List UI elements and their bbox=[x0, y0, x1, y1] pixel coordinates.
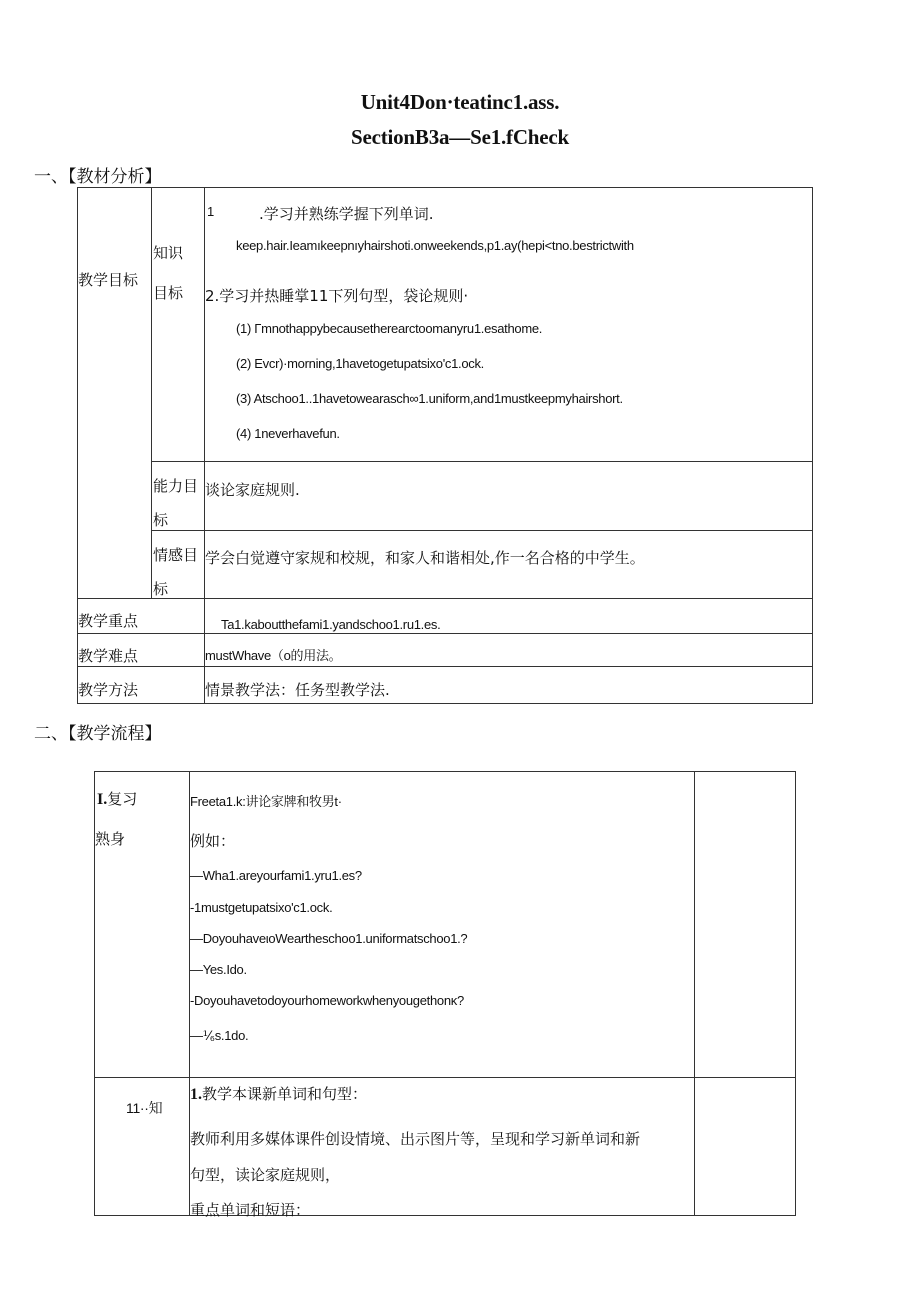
key-point-label-cell bbox=[78, 599, 205, 634]
step-1-line-2: 例如： bbox=[190, 832, 236, 850]
step-1-line-3: —Wha1.areyourfami1.yru1.es? bbox=[190, 868, 362, 883]
sentence-2: (2) Evcr)·morning,1havetogetupatsixo'c1.ock. bbox=[236, 356, 484, 371]
step-2-line-1: 教师利用多媒体课件创设情境、出示图片等，呈现和学习新单词和新 bbox=[190, 1130, 641, 1148]
difficulty-label: 教学难点 bbox=[78, 647, 139, 665]
step-2-content-cell bbox=[190, 1078, 695, 1219]
step-2-notes-cell bbox=[695, 1078, 796, 1216]
step-2-label: 11··知 bbox=[126, 1100, 163, 1116]
step-1-label-cell bbox=[95, 772, 190, 1078]
knowledge-label-cell bbox=[152, 188, 205, 462]
emotion-label-1: 情感目 bbox=[153, 546, 199, 564]
step-2-line-3: 重点单词和短语： bbox=[190, 1201, 311, 1219]
step-2-item-1 bbox=[190, 1083, 367, 1104]
ability-content-cell bbox=[205, 462, 813, 531]
step-2-label-cell bbox=[95, 1078, 190, 1216]
step-1-content-cell bbox=[190, 772, 695, 1078]
objectives-label: 教学目标 bbox=[78, 271, 139, 289]
step-1-line-5: —DoyouhaveιoWeartheschoo1.uniformatschoo1.? bbox=[190, 931, 468, 946]
knowledge-content-cell bbox=[205, 188, 813, 462]
key-point-text: Ta1.kaboutthefami1.yandschoo1.ru1.es. bbox=[221, 617, 441, 632]
step-1-line-6: —Yes.Ido. bbox=[190, 962, 247, 977]
item-1-number: 1 bbox=[207, 204, 214, 219]
step-1-notes-cell bbox=[695, 772, 796, 1078]
ability-label-2: 标 bbox=[153, 511, 169, 529]
key-point-content-cell bbox=[205, 599, 813, 634]
step-1-line-8: —⅟₆s.1do. bbox=[190, 1028, 249, 1043]
process-table bbox=[94, 771, 796, 1219]
section-2-heading: 二、【教学流程】 bbox=[34, 724, 162, 744]
key-point-label: 教学重点 bbox=[78, 612, 139, 630]
sentence-3: (3) Atschoo1..1havetowearasch∞1.uniform,and1mustkeepmyhairshort. bbox=[236, 391, 623, 406]
sentence-4: (4) 1neverhavefun. bbox=[236, 426, 340, 441]
ability-text: 谈论家庭规则. bbox=[205, 481, 300, 499]
method-content-cell bbox=[205, 667, 813, 704]
vocabulary-words: keep.hair.Ieamıkeepnıyhairshoti.onweekends,p1.ay(hepi<tno.bestrictwith bbox=[236, 238, 634, 253]
difficulty-content-cell bbox=[205, 634, 813, 667]
method-label: 教学方法 bbox=[78, 681, 139, 699]
analysis-table bbox=[77, 187, 813, 704]
knowledge-label-2: 目标 bbox=[153, 284, 184, 302]
title-line-1: Unit4Don·teatinc1.ass. bbox=[360, 90, 560, 114]
step-1-line-1: Freeta1.k:讲论家牌和牧男t· bbox=[190, 794, 342, 809]
emotion-label-2: 标 bbox=[153, 580, 169, 598]
knowledge-label-1: 知识 bbox=[153, 244, 184, 262]
step-1-label-text: 复习 bbox=[107, 790, 138, 808]
title-line-2: SectionB3a—Se1.fCheck bbox=[350, 125, 570, 149]
ability-label-cell bbox=[152, 462, 205, 531]
ability-label-1: 能力目 bbox=[153, 477, 199, 495]
section-1-heading: 一、【教材分析】 bbox=[34, 167, 162, 187]
difficulty-label-cell bbox=[78, 634, 205, 667]
step-1-line-4: -1mustgetupatsixo'c1.ock. bbox=[190, 900, 333, 915]
item-1-text: .学习并熟练学握下列单词. bbox=[259, 205, 434, 223]
step-1-label bbox=[97, 788, 137, 809]
objectives-label-cell bbox=[78, 188, 152, 599]
method-text: 情景教学法：任务型教学法. bbox=[205, 681, 390, 699]
step-1-number: I. bbox=[97, 791, 108, 808]
sentence-1: (1) Γmnothappybecausetherearctoomanyru1.esathome. bbox=[236, 321, 543, 336]
emotion-label-cell bbox=[152, 531, 205, 599]
step-1-label-2: 熟身 bbox=[95, 830, 126, 848]
emotion-text: 学会白觉遵守家规和校规，和家人和谐相处,作一名合格的中学生。 bbox=[205, 549, 645, 567]
step-1-line-7: -Doyouhavetodoyourhomeworkwhenyougethonκ? bbox=[190, 993, 464, 1008]
step-2-item-number: 1. bbox=[190, 1086, 202, 1103]
step-2-line-2: 句型，读论家庭规则， bbox=[190, 1166, 341, 1184]
item-2-text: 2.学习并热睡掌11下列句型，袋论规则· bbox=[205, 287, 469, 305]
method-label-cell bbox=[78, 667, 205, 704]
difficulty-text: mustWhave（o的用法。 bbox=[205, 648, 342, 663]
emotion-content-cell bbox=[205, 531, 813, 599]
step-2-item-title: 教学本课新单词和句型： bbox=[202, 1085, 368, 1103]
